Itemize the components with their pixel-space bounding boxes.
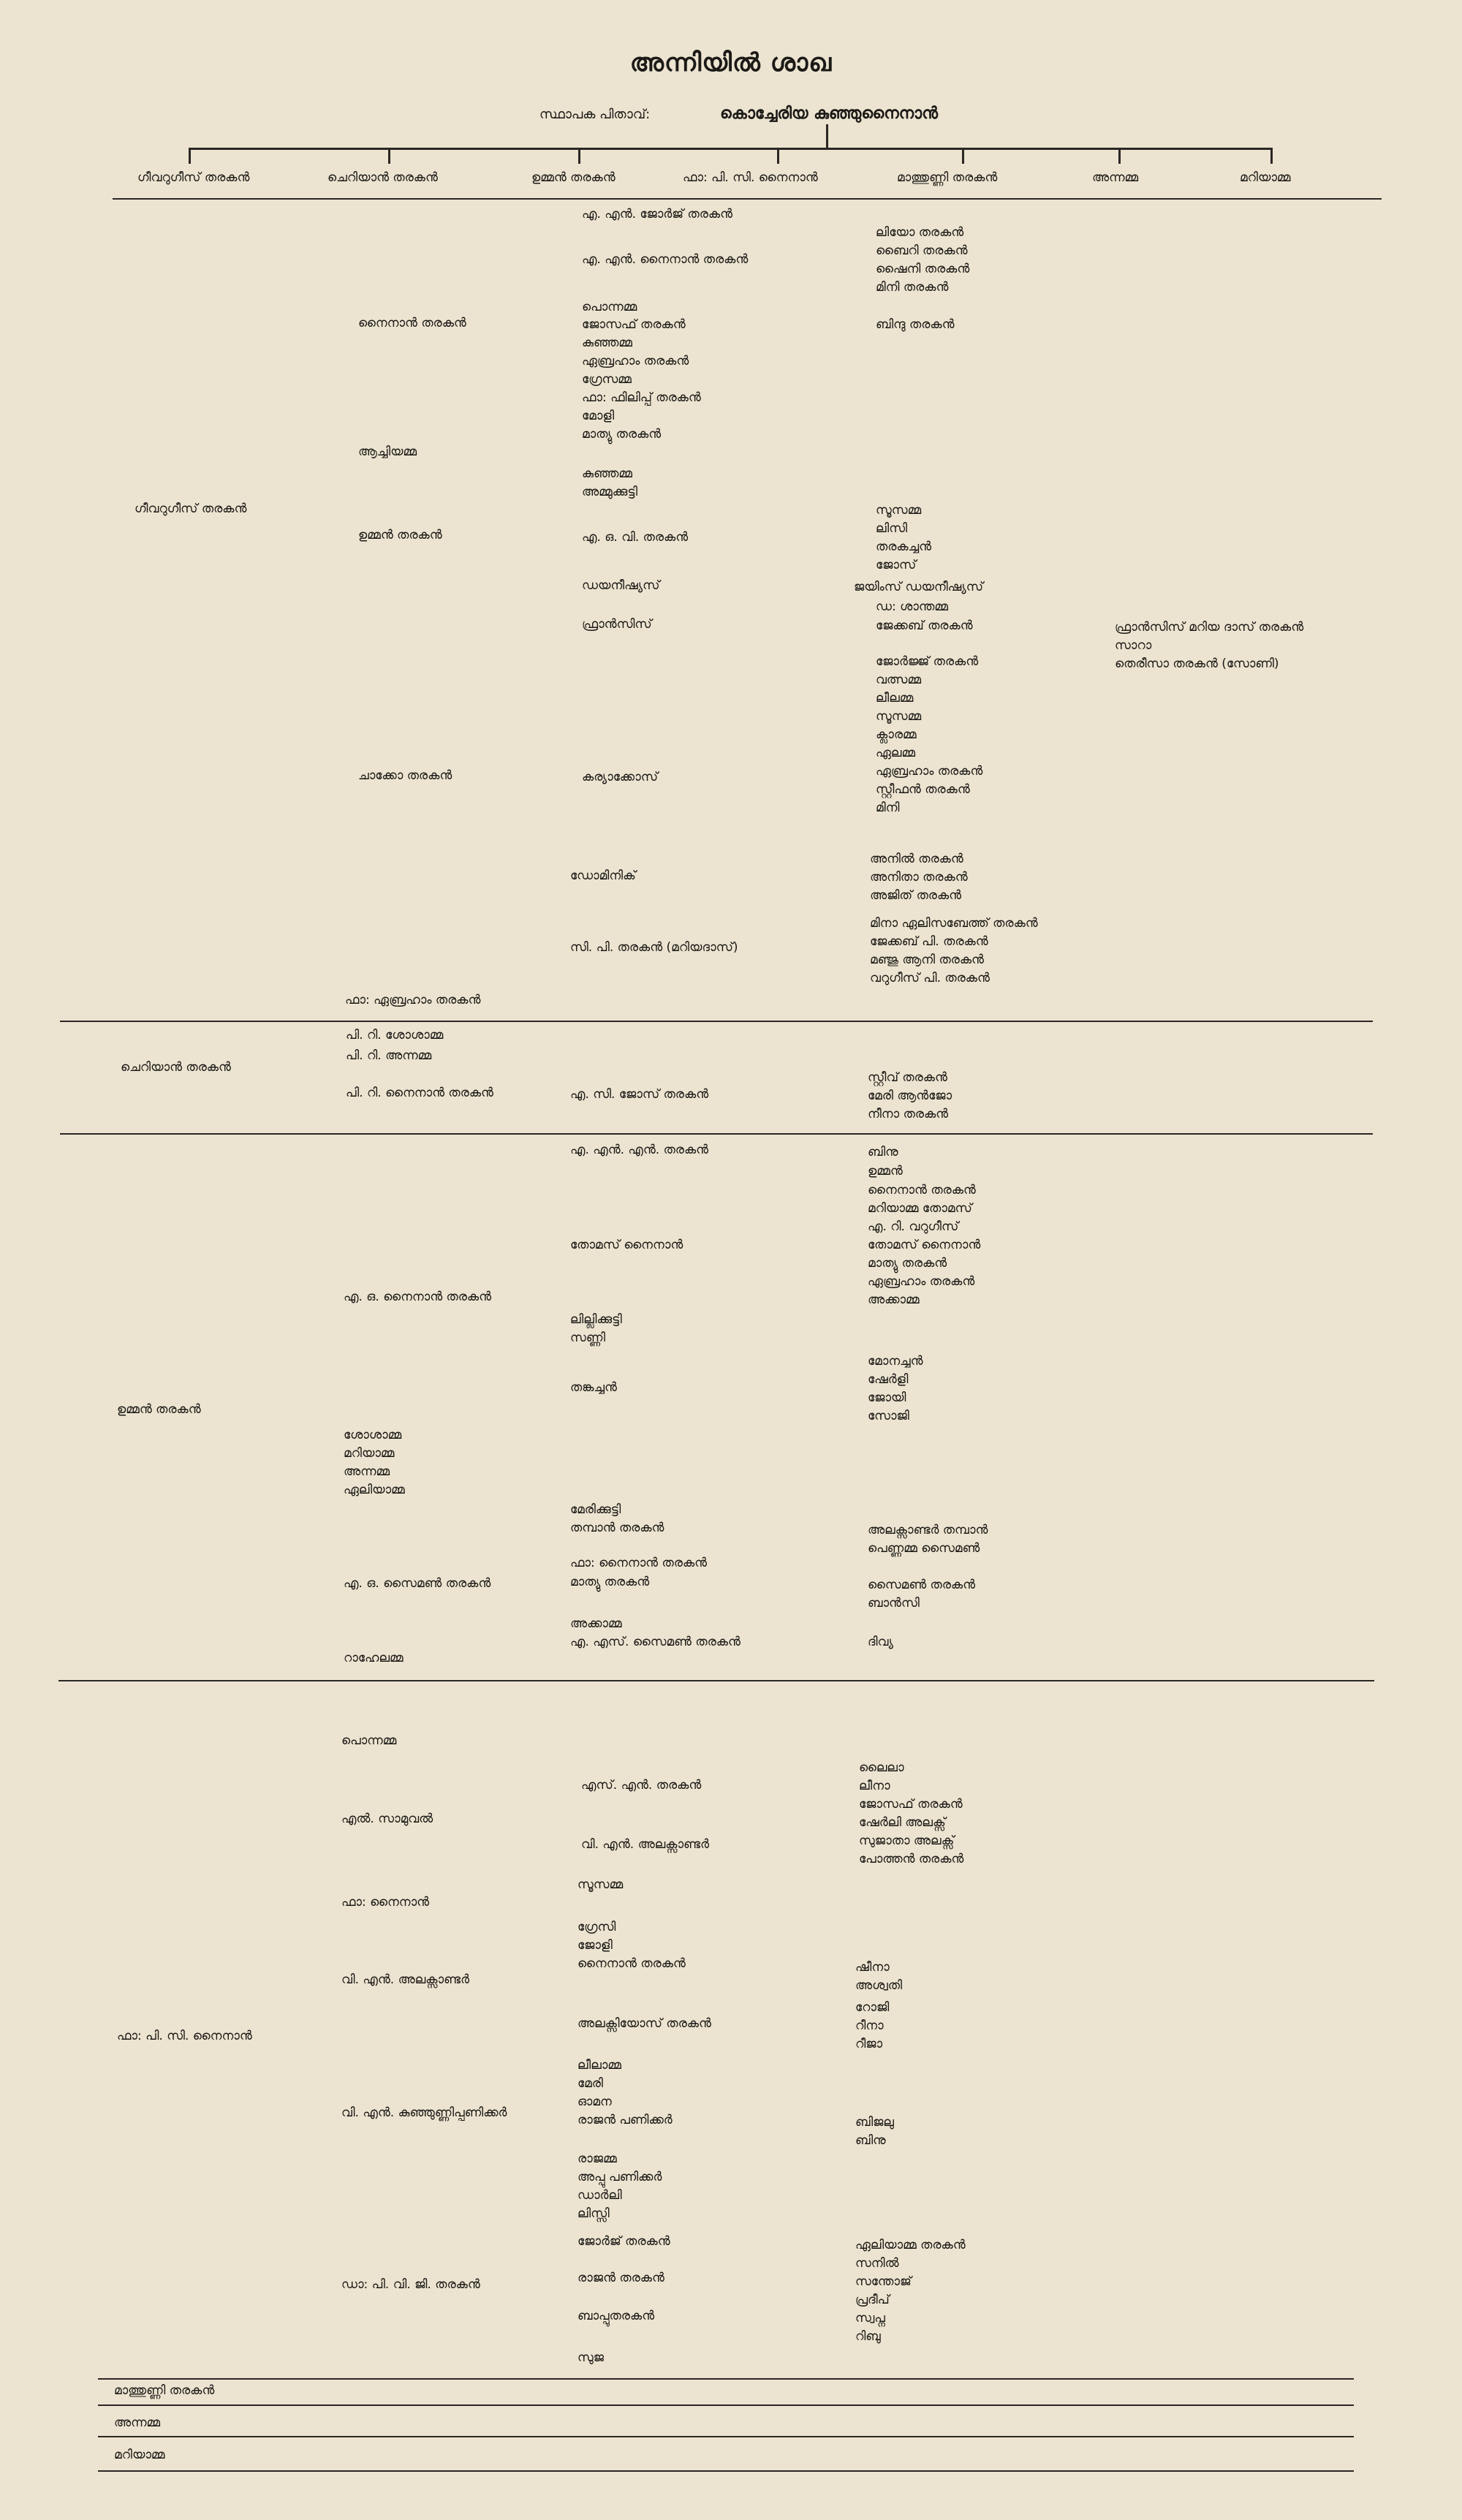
branch2-name: ചെറിയാൻ തരകൻ xyxy=(121,1060,231,1075)
branch1-gen3: മോളി xyxy=(582,409,615,423)
branch3-gen2: അന്നമ്മ xyxy=(344,1464,390,1479)
branch3-gen2: മറിയാമ്മ xyxy=(344,1446,395,1461)
branch3-gen4: നൈനാൻ തരകൻ xyxy=(868,1183,976,1197)
branch1-gen3: കുഞ്ഞമ്മ xyxy=(582,336,632,350)
branch3-name: ഉമ്മൻ തരകൻ xyxy=(117,1402,201,1417)
branch1-gen4: ഷൈനി തരകൻ xyxy=(876,262,970,276)
branch1-gen4: ലീലമ്മ xyxy=(876,691,914,705)
branch4-gen4: ബിജലു xyxy=(855,2115,894,2130)
branch1-gen3: ഏബ്രഹാം തരകൻ xyxy=(582,354,689,368)
branch3-gen3: എ. എൻ. എൻ. തരകൻ xyxy=(570,1143,709,1157)
branch1-gen4: അനിതാ തരകൻ xyxy=(870,870,968,885)
branch4-gen3: സൂസമ്മ xyxy=(577,1877,624,1892)
branch4-gen3: ഗ്രേസി xyxy=(577,1920,616,1934)
branch1-gen3: ഫാ: ഫിലിപ്പ് തരകൻ xyxy=(582,390,701,405)
branch3-gen4: മോനച്ചൻ xyxy=(868,1354,923,1369)
branch3-gen3: എ. എസ്. സൈമൺ തരകൻ xyxy=(570,1635,741,1649)
branch1-gen4: മിനി തരകൻ xyxy=(876,280,949,295)
branch1-gen3: ജോസഫ് തരകൻ xyxy=(582,317,686,332)
branch3-gen4: ജോയി xyxy=(868,1390,906,1405)
branch3-gen4: ബാൻസി xyxy=(868,1596,920,1611)
branch1-gen4: ബിന്ദു തരകൻ xyxy=(876,317,955,332)
branch1-gen3: കര്യാക്കോസ് xyxy=(582,770,659,784)
branch1-gen4: ബൈറി തരകൻ xyxy=(876,243,968,258)
branch3-gen4: ഷേർളി xyxy=(868,1372,909,1387)
footer-row: മറിയാമ്മ xyxy=(114,2448,165,2462)
branch4-gen4: ഷേർലി അലക്സ് xyxy=(859,1815,946,1830)
branch1-gen4: ഏബ്രഹാം തരകൻ xyxy=(876,764,983,779)
branch4-gen4: ബിനു xyxy=(855,2133,886,2148)
branch1-gen4: സൂസമ്മ xyxy=(876,709,922,724)
section-rule xyxy=(98,2378,1354,2380)
branch4-gen3: ലീലാമ്മ xyxy=(577,2058,621,2073)
branch4-gen3: മേരി xyxy=(577,2076,603,2091)
branch4-gen2: ഡാ: പി. വി. ജി. തരകൻ xyxy=(341,2277,480,2292)
branch1-gen3: എ. ഒ. വി. തരകൻ xyxy=(582,530,689,545)
section-rule xyxy=(60,1021,1373,1022)
child-name: മാത്തുണ്ണി തരകൻ xyxy=(897,170,998,185)
footer-row: അന്നമ്മ xyxy=(114,2415,161,2430)
branch4-gen4: ലീനാ xyxy=(859,1779,890,1793)
section-rule xyxy=(98,2470,1354,2472)
branch1-gen3: ഫ്രാൻസിസ് xyxy=(582,617,652,632)
branch4-gen2: പൊന്നമ്മ xyxy=(341,1733,397,1748)
branch1-gen2: ചാക്കോ തരകൻ xyxy=(358,768,452,783)
section-rule xyxy=(98,2404,1354,2406)
branch1-gen3: ഗ്രേസമ്മ xyxy=(582,372,632,387)
branch3-gen4: മറിയാമ്മ തോമസ് xyxy=(868,1201,972,1216)
branch4-gen4: പ്രദീപ് xyxy=(855,2293,890,2307)
branch1-gen2: നൈനാൻ തരകൻ xyxy=(358,316,466,330)
branch3-gen4: അലക്സാണ്ടർ തമ്പാൻ xyxy=(868,1523,988,1537)
branch4-gen4: ലൈലാ xyxy=(859,1760,904,1775)
branch1-gen4: അനിൽ തരകൻ xyxy=(870,852,963,866)
branch1-gen4: ക്ലാരമ്മ xyxy=(876,727,917,742)
branch1-gen4: ലിയോ തരകൻ xyxy=(876,225,964,240)
branch4-gen4: അശ്വതി xyxy=(855,1978,903,1993)
branch3-gen4: ഏബ്രഹാം തരകൻ xyxy=(868,1274,975,1289)
branch1-gen3: കുഞ്ഞമ്മ xyxy=(582,466,632,481)
branch4-gen3: ഡാർലി xyxy=(577,2188,622,2203)
child-tick xyxy=(777,148,779,164)
branch4-gen3: രാജൻ പണിക്കർ xyxy=(577,2113,673,2127)
founder-connector xyxy=(826,124,828,149)
branch1-gen2: ഫാ: ഏബ്രഹാം തരകൻ xyxy=(345,993,481,1007)
branch4-gen2: ഫാ: നൈനാൻ xyxy=(341,1895,430,1910)
branch1-gen4: മിനി xyxy=(876,801,900,815)
branch3-gen4: ബിനു xyxy=(868,1145,898,1159)
child-tick xyxy=(962,148,964,164)
branch4-gen3: അപ്പു പണിക്കർ xyxy=(577,2170,662,2184)
branch3-gen2: ഏലിയാമ്മ xyxy=(344,1483,405,1497)
branch4-gen4: ഏലിയാമ്മ തരകൻ xyxy=(855,2238,966,2252)
branch1-gen4: ലിസി xyxy=(876,521,908,536)
branch2-gen3: എ. സി. ജോസ് തരകൻ xyxy=(570,1087,709,1102)
branch4-gen4: റീജാ xyxy=(855,2037,883,2051)
branch1-gen4: ജോസ് xyxy=(876,558,917,572)
branch1-gen3: പൊന്നമ്മ xyxy=(582,300,637,314)
branch1-gen3: അമ്മുക്കുട്ടി xyxy=(582,485,638,499)
branch1-gen3: എ. എൻ. ജോർജ് തരകൻ xyxy=(582,207,733,222)
branch1-gen5: തെരീസാ തരകൻ (സോണി) xyxy=(1115,657,1279,671)
branch1-gen3: എ. എൻ. നൈനാൻ തരകൻ xyxy=(582,252,749,267)
branch4-gen3: വി. എൻ. അലക്സാണ്ടർ xyxy=(581,1837,709,1852)
branch3-gen4: എ. റി. വറുഗീസ് xyxy=(868,1219,959,1234)
branch4-gen2: വി. എൻ. കുഞ്ഞുണ്ണിപ്പണിക്കർ xyxy=(341,2105,507,2120)
branch3-gen3: തമ്പാൻ തരകൻ xyxy=(570,1521,664,1535)
branch4-name: ഫാ: പി. സി. നൈനാൻ xyxy=(117,2029,252,2043)
child-tick xyxy=(578,148,580,164)
branch3-gen3: മേരിക്കുട്ടി xyxy=(570,1502,621,1517)
branch1-gen3: മാത്യു തരകൻ xyxy=(582,427,662,442)
branch3-gen3: മാത്യു തരകൻ xyxy=(570,1575,650,1589)
branch3-gen2: ശോശാമ്മ xyxy=(344,1428,402,1442)
branch1-gen4: ജയിംസ് ഡയനീഷ്യസ് xyxy=(854,580,984,594)
founder-name: കൊച്ചേരിയ കുഞ്ഞുനൈനാൻ xyxy=(720,105,939,123)
branch4-gen4: റീനാ xyxy=(855,2018,884,2033)
branch3-gen4: തോമസ് നൈനാൻ xyxy=(868,1238,981,1252)
child-name: ഗീവറുഗീസ് തരകൻ xyxy=(137,170,250,185)
branch1-name: ഗീവറുഗീസ് തരകൻ xyxy=(135,502,247,516)
branch4-gen4: പോത്തൻ തരകൻ xyxy=(859,1852,964,1866)
branch1-gen4: വത്സമ്മ xyxy=(876,673,922,687)
branch3-gen2: എ. ഒ. സൈമൺ തരകൻ xyxy=(344,1576,491,1591)
branch4-gen2: എൽ. സാമുവൽ xyxy=(341,1812,433,1826)
branch2-gen4: സ്റ്റീവ് തരകൻ xyxy=(868,1070,947,1085)
branch4-gen4: സന്തോജ് xyxy=(855,2274,912,2289)
branch3-gen4: അക്കാമ്മ xyxy=(868,1293,920,1307)
branch1-gen3: ഡയനീഷ്യസ് xyxy=(582,578,660,593)
branch2-gen4: മേരി ആൻജോ xyxy=(868,1089,952,1103)
footer-row: മാത്തുണ്ണി തരകൻ xyxy=(114,2383,215,2398)
branch3-gen4: ഉമ്മൻ xyxy=(868,1164,903,1178)
branch4-gen2: വി. എൻ. അലക്സാണ്ടർ xyxy=(341,1972,469,1987)
branch4-gen3: സുജ xyxy=(577,2350,605,2365)
branch4-gen3: നൈനാൻ തരകൻ xyxy=(577,1956,686,1971)
branch2-gen2: പി. റി. ശോശാമ്മ xyxy=(346,1028,444,1043)
page-title: അന്നിയിൽ ശാഖ xyxy=(629,48,833,77)
branch3-gen4: മാത്യു തരകൻ xyxy=(868,1256,947,1271)
branch4-gen3: ഓമന xyxy=(577,2095,612,2109)
child-tick xyxy=(189,148,191,164)
branch4-gen3: അലക്സിയോസ് തരകൻ xyxy=(577,2016,711,2031)
branch3-gen3: തങ്കച്ചൻ xyxy=(570,1380,617,1395)
child-tick xyxy=(1118,148,1121,164)
branch3-gen4: സോജി xyxy=(868,1409,909,1423)
branch4-gen3: ജോർജ് തരകൻ xyxy=(577,2234,670,2249)
branch3-gen3: അക്കാമ്മ xyxy=(570,1616,622,1631)
founder-label: സ്ഥാപക പിതാവ്: xyxy=(539,107,651,122)
branch1-gen4: മഞ്ജു ആനി തരകൻ xyxy=(870,953,984,967)
branch1-gen4: ജോർജ്ജ് തരകൻ xyxy=(876,654,979,669)
section-rule xyxy=(60,1133,1373,1135)
branch1-gen4: തരകച്ചൻ xyxy=(876,540,932,554)
children-connector-line xyxy=(189,148,1273,150)
branch1-gen4: സ്റ്റീഫൻ തരകൻ xyxy=(876,782,970,797)
branch3-gen4: ദിവ്യ xyxy=(868,1635,893,1649)
branch3-gen3: ഫാ: നൈനാൻ തരകൻ xyxy=(570,1556,707,1570)
branch1-gen4: സൂസമ്മ xyxy=(876,503,922,518)
branch4-gen4: സുജാതാ അലക്സ് xyxy=(859,1834,955,1848)
branch4-gen3: രാജമ്മ xyxy=(577,2152,617,2166)
branch3-gen3: സണ്ണി xyxy=(570,1331,606,1345)
branch1-gen4: അജിത് തരകൻ xyxy=(870,888,962,903)
header-rule xyxy=(113,198,1382,200)
branch3-gen2: റാഹേലമ്മ xyxy=(344,1651,404,1665)
branch4-gen3: ബാപ്പുതരകൻ xyxy=(577,2309,655,2323)
child-name: മറിയാമ്മ xyxy=(1240,170,1291,185)
branch1-gen3: സി. പി. തരകൻ (മറിയദാസ്) xyxy=(570,940,738,955)
section-rule xyxy=(58,1680,1374,1681)
branch3-gen4: പെണ്ണമ്മ സൈമൺ xyxy=(868,1541,980,1556)
branch1-gen2: ഉമ്മൻ തരകൻ xyxy=(358,528,442,542)
branch4-gen4: സ്വപ്ന xyxy=(855,2311,885,2326)
branch4-gen4: ജോസഫ് തരകൻ xyxy=(859,1797,963,1812)
child-tick xyxy=(388,148,390,164)
branch3-gen3: തോമസ് നൈനാൻ xyxy=(570,1238,683,1252)
branch2-gen2: പി. റി. നൈനാൻ തരകൻ xyxy=(346,1086,493,1100)
branch4-gen4: ഷീനാ xyxy=(855,1960,890,1975)
branch2-gen2: പി. റി. അന്നമ്മ xyxy=(346,1048,432,1063)
branch1-gen4: ജേക്കബ് തരകൻ xyxy=(876,618,973,633)
branch4-gen4: സനിൽ xyxy=(855,2256,899,2271)
branch4-gen3: ലിസ്സി xyxy=(577,2206,610,2221)
branch1-gen4: ഏലമ്മ xyxy=(876,746,916,760)
branch3-gen4: സൈമൺ തരകൻ xyxy=(868,1578,976,1592)
branch3-gen2: എ. ഒ. നൈനാൻ തരകൻ xyxy=(344,1290,492,1304)
branch4-gen4: റിബു xyxy=(855,2329,881,2344)
branch1-gen4: ഡ: ശാന്തമ്മ xyxy=(876,599,948,614)
branch1-gen4: വറുഗീസ് പി. തരകൻ xyxy=(870,971,990,985)
branch1-gen5: സാറാ xyxy=(1115,638,1152,653)
branch1-gen3: ഡോമിനിക് xyxy=(570,869,636,883)
branch4-gen4: റോജി xyxy=(855,2000,890,2015)
section-rule xyxy=(98,2436,1354,2437)
child-tick xyxy=(1270,148,1273,164)
child-name: ചെറിയാൻ തരകൻ xyxy=(327,170,438,185)
branch4-gen3: എസ്. എൻ. തരകൻ xyxy=(581,1778,702,1793)
branch2-gen4: നീനാ തരകൻ xyxy=(868,1107,949,1121)
child-name: അന്നമ്മ xyxy=(1092,170,1139,185)
branch1-gen2: ആച്ചിയമ്മ xyxy=(358,444,417,459)
branch1-gen4: മിനാ ഏലിസബേത്ത് തരകൻ xyxy=(870,916,1038,931)
branch3-gen3: ലില്ലിക്കുട്ടി xyxy=(570,1312,622,1327)
branch1-gen5: ഫ്രാൻസിസ് മറിയ ദാസ് തരകൻ xyxy=(1115,620,1304,635)
branch4-gen3: ജോളി xyxy=(577,1938,613,1953)
branch4-gen3: രാജൻ തരകൻ xyxy=(577,2271,664,2285)
child-name: ഫാ: പി. സി. നൈനാൻ xyxy=(683,170,818,185)
branch1-gen4: ജേക്കബ് പി. തരകൻ xyxy=(870,934,988,949)
child-name: ഉമ്മൻ തരകൻ xyxy=(531,170,616,185)
